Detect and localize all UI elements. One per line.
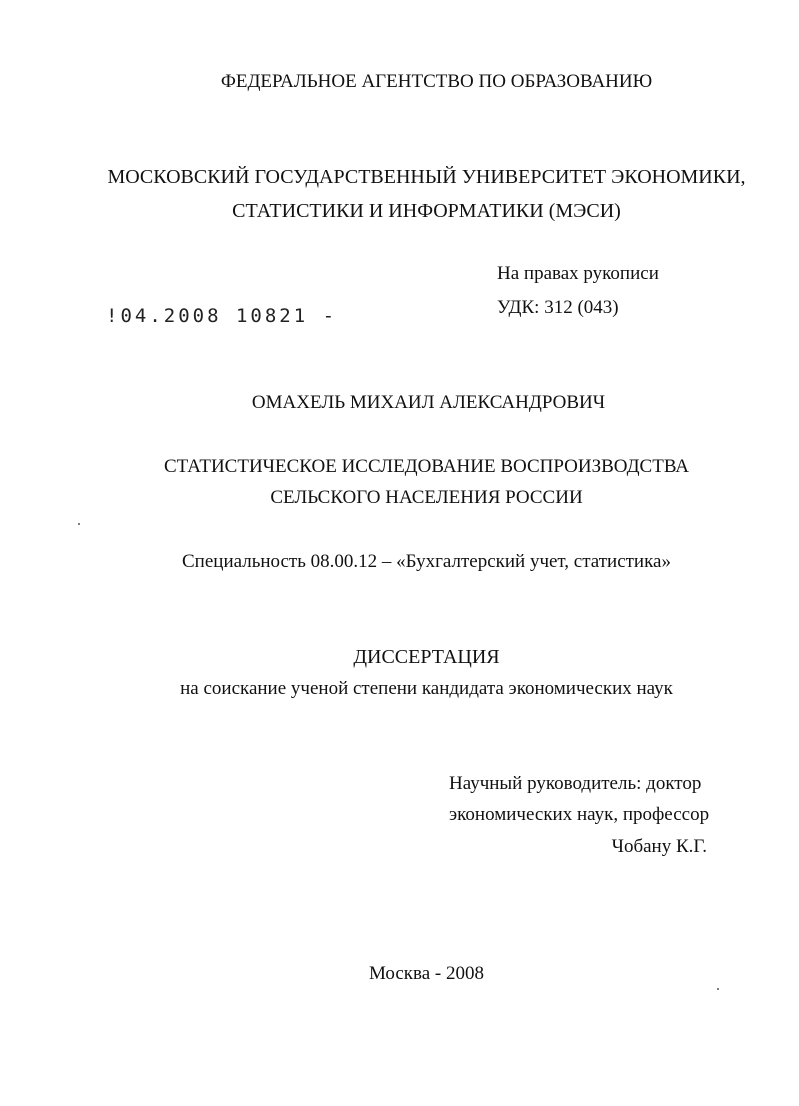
agency-heading: ФЕДЕРАЛЬНОЕ АГЕНТСТВО ПО ОБРАЗОВАНИЮ — [220, 71, 653, 92]
supervisor-line1: Научный руководитель: доктор — [449, 773, 702, 794]
rights-note: На правах рукописи — [497, 263, 659, 284]
specialty-line: Специальность 08.00.12 – «Бухгалтерский учет, статистика» — [182, 551, 671, 572]
udk-code: УДК: 312 (043) — [497, 297, 619, 318]
scan-speck — [78, 523, 80, 525]
city-year: Москва - 2008 — [368, 963, 485, 984]
university-name-line1: МОСКОВСКИЙ ГОСУДАРСТВЕННЫЙ УНИВЕРСИТЕТ ЭКОНОМИКИ, — [107, 166, 746, 188]
stamp-number: !04.2008 10821 - — [106, 305, 338, 327]
author-name: ОМАХЕЛЬ МИХАИЛ АЛЕКСАНДРОВИЧ — [251, 392, 606, 413]
dissertation-title-line1: СТАТИСТИЧЕСКОЕ ИССЛЕДОВАНИЕ ВОСПРОИЗВОДСТВА — [163, 456, 690, 477]
supervisor-line2: экономических наук, профессор — [449, 804, 710, 825]
dissertation-title-line2: СЕЛЬСКОГО НАСЕЛЕНИЯ РОССИИ — [270, 487, 583, 508]
scan-speck — [717, 988, 719, 990]
degree-line: на соискание ученой степени кандидата экономических наук — [180, 678, 673, 699]
university-name-line2: СТАТИСТИКИ И ИНФОРМАТИКИ (МЭСИ) — [232, 200, 621, 222]
supervisor-name: Чобану К.Г. — [611, 836, 707, 857]
work-type-heading: ДИССЕРТАЦИЯ — [353, 646, 500, 668]
